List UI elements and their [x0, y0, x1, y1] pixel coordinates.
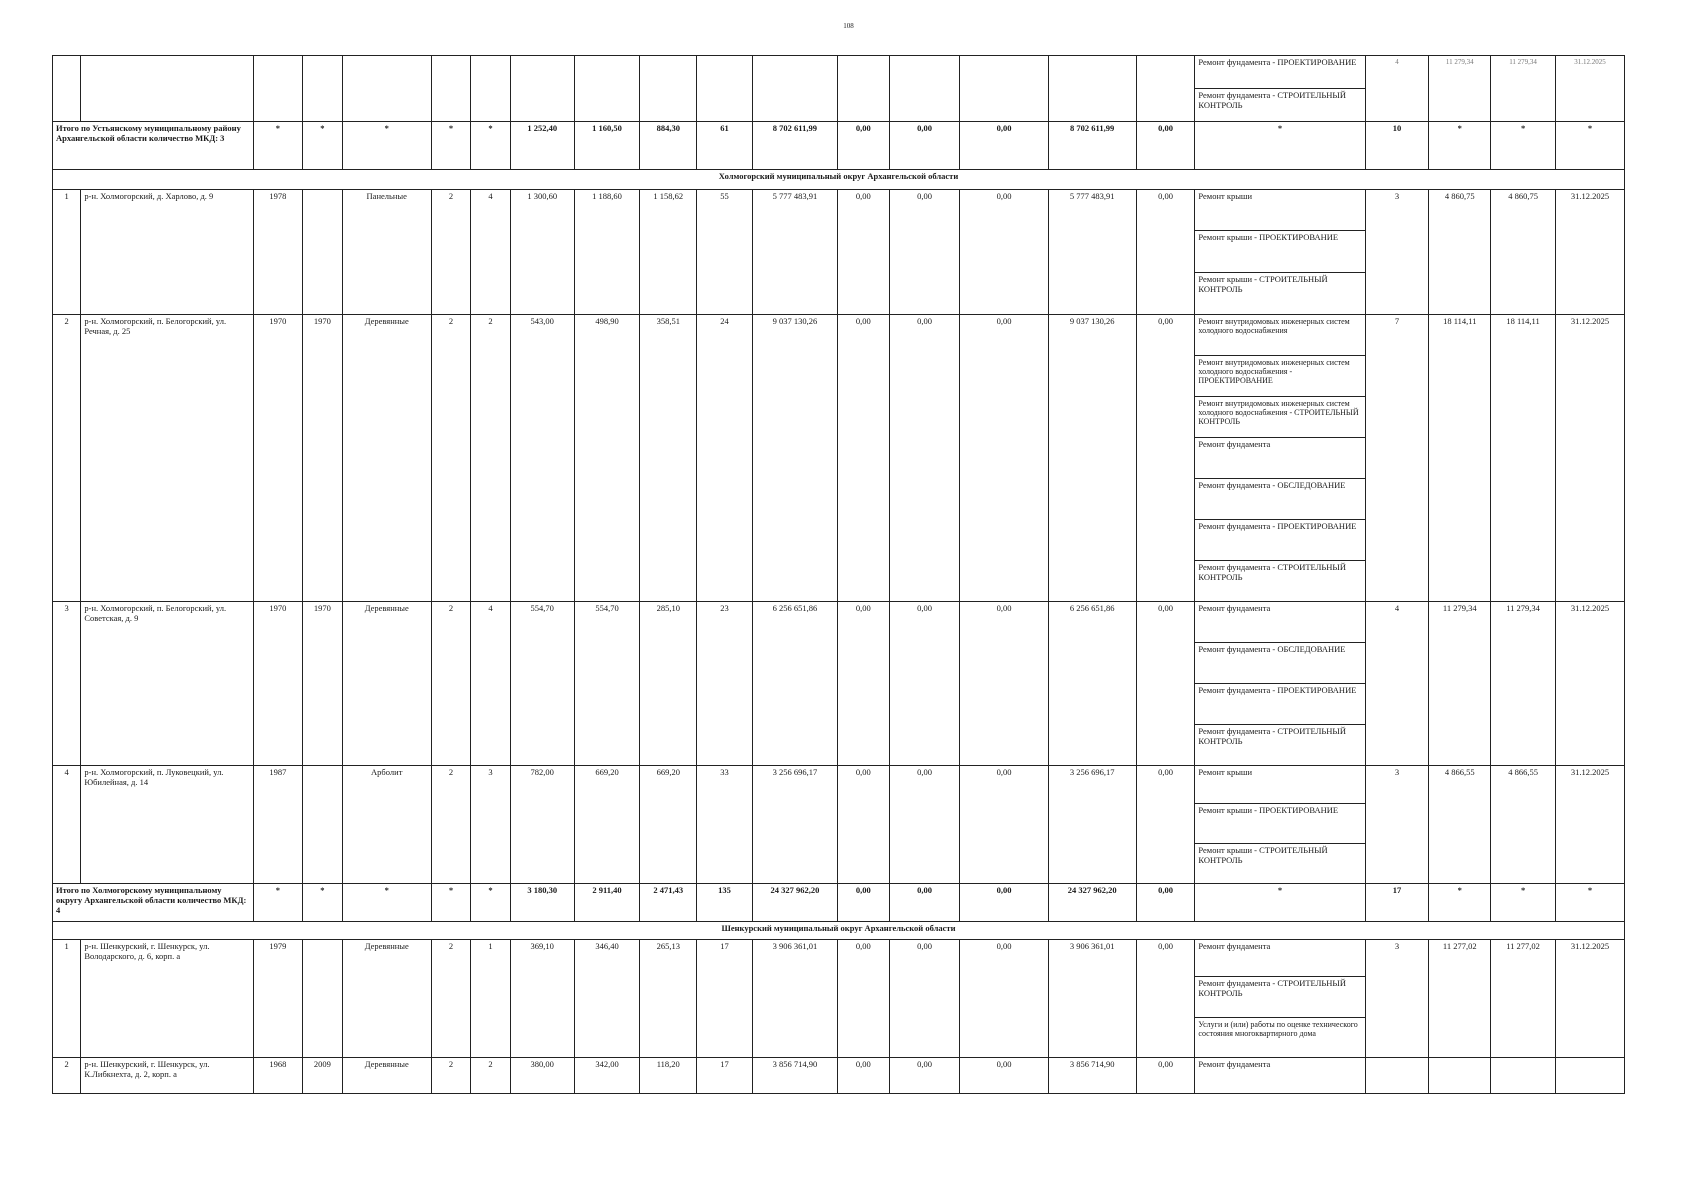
row-number: 4: [53, 766, 81, 884]
cell: [574, 56, 640, 122]
cell: [471, 56, 511, 122]
work-type: Ремонт фундамента - ПРОЕКТИРОВАНИЕ: [1195, 56, 1365, 89]
region-header-row: [53, 170, 1625, 190]
wall-material: Деревянные: [342, 1058, 431, 1094]
star: *: [1195, 122, 1365, 170]
area-total: 3 180,30: [510, 884, 574, 922]
fund-other: 0,00: [1136, 190, 1195, 315]
page-number: 108: [843, 22, 854, 30]
cell: [837, 56, 889, 122]
fund-other: 0,00: [1136, 766, 1195, 884]
fund-regional: 0,00: [889, 602, 960, 766]
star: *: [1491, 122, 1556, 170]
fund-owners: 5 777 483,91: [1048, 190, 1136, 315]
address: р-н. Холмогорский, п. Белогорский, ул. Речная, д. 25: [81, 315, 253, 602]
cost-total: 8 702 611,99: [752, 122, 837, 170]
area-premises: 346,40: [574, 940, 640, 1058]
fund-other: 0,00: [1136, 884, 1195, 922]
work-type: Ремонт крыши - СТРОИТЕЛЬНЫЙ КОНТРОЛЬ: [1195, 844, 1365, 884]
fund-other: 0,00: [1136, 940, 1195, 1058]
floors: 2: [431, 190, 471, 315]
work-count: 4: [1365, 602, 1429, 766]
work-type: Ремонт фундамента: [1195, 940, 1365, 977]
fund-federal: 0,00: [837, 766, 889, 884]
cell: [510, 56, 574, 122]
region-header-row: [53, 922, 1625, 940]
wall-material: Деревянные: [342, 602, 431, 766]
area-total: 543,00: [510, 315, 574, 602]
year-repair: 1970: [303, 315, 343, 602]
cost-per-m2: 11 279,34: [1429, 56, 1491, 122]
area-premises: 2 911,40: [574, 884, 640, 922]
work-type: Ремонт крыши - ПРОЕКТИРОВАНИЕ: [1195, 231, 1365, 273]
fund-federal: 0,00: [837, 315, 889, 602]
fund-federal: 0,00: [837, 602, 889, 766]
cost-total: 5 777 483,91: [752, 190, 837, 315]
entrances: 2: [471, 315, 511, 602]
wall-material: Деревянные: [342, 315, 431, 602]
wall-material: Панельные: [342, 190, 431, 315]
cell: [960, 56, 1048, 122]
fund-other: 0,00: [1136, 122, 1195, 170]
area-total: 380,00: [510, 1058, 574, 1094]
deadline: 31.12.2025: [1555, 315, 1624, 602]
area-living: 2 471,43: [640, 884, 697, 922]
work-type: Ремонт внутридомовых инженерных систем холодного водоснабжения: [1195, 315, 1365, 356]
region-title: Холмогорский муниципальный округ Архангельской области: [53, 170, 1625, 190]
area-living: 285,10: [640, 602, 697, 766]
total-row-ustyansky: [53, 122, 1625, 170]
area-premises: 554,70: [574, 602, 640, 766]
cell: [1136, 56, 1195, 122]
cost-total: 3 906 361,01: [752, 940, 837, 1058]
work-type: Ремонт фундамента - СТРОИТЕЛЬНЫЙ КОНТРОЛЬ: [1195, 725, 1365, 766]
area-living: 358,51: [640, 315, 697, 602]
area-living: 118,20: [640, 1058, 697, 1094]
fund-federal: 0,00: [837, 122, 889, 170]
star: *: [1195, 884, 1365, 922]
star: *: [342, 122, 431, 170]
year-built: 1978: [253, 190, 303, 315]
table-row: [53, 602, 1625, 643]
fund-federal: 0,00: [837, 940, 889, 1058]
floors: 2: [431, 940, 471, 1058]
fund-other: 0,00: [1136, 1058, 1195, 1094]
cost-per-m2: 11 279,34: [1429, 602, 1491, 766]
area-premises: 498,90: [574, 315, 640, 602]
entrances: 2: [471, 1058, 511, 1094]
star: *: [1429, 122, 1491, 170]
fund-federal: 0,00: [837, 1058, 889, 1094]
limit-per-m2: 18 114,11: [1491, 315, 1556, 602]
work-type: Ремонт крыши - СТРОИТЕЛЬНЫЙ КОНТРОЛЬ: [1195, 273, 1365, 315]
cell: [303, 56, 343, 122]
star: *: [471, 884, 511, 922]
year-built: 1987: [253, 766, 303, 884]
row-number: 2: [53, 315, 81, 602]
fund-owners: 3 906 361,01: [1048, 940, 1136, 1058]
total-row-kholmogorsky: [53, 884, 1625, 922]
fund-other: 0,00: [1136, 315, 1195, 602]
deadline: 31.12.2025: [1555, 602, 1624, 766]
fund-local: 0,00: [960, 884, 1048, 922]
repair-program-table: [52, 55, 1625, 1094]
star: *: [253, 122, 303, 170]
work-type: Ремонт фундамента - ПРОЕКТИРОВАНИЕ: [1195, 684, 1365, 725]
cost-total: 3 256 696,17: [752, 766, 837, 884]
fund-owners: 3 856 714,90: [1048, 1058, 1136, 1094]
year-repair: 2009: [303, 1058, 343, 1094]
fund-regional: 0,00: [889, 190, 960, 315]
area-premises: 1 160,50: [574, 122, 640, 170]
residents: 135: [697, 884, 753, 922]
area-total: 1 300,60: [510, 190, 574, 315]
address: р-н. Шенкурский, г. Шенкурск, ул. К.Либкнехта, д. 2, корп. а: [81, 1058, 253, 1094]
address: р-н. Холмогорский, п. Белогорский, ул. Советская, д. 9: [81, 602, 253, 766]
fund-owners: 3 256 696,17: [1048, 766, 1136, 884]
cell: [697, 56, 753, 122]
cell: [1048, 56, 1136, 122]
deadline: 31.12.2025: [1555, 766, 1624, 884]
residents: 55: [697, 190, 753, 315]
wall-material: Арболит: [342, 766, 431, 884]
year-built: 1979: [253, 940, 303, 1058]
fund-owners: 8 702 611,99: [1048, 122, 1136, 170]
fund-federal: 0,00: [837, 190, 889, 315]
entrances: 4: [471, 190, 511, 315]
year-repair: 1970: [303, 602, 343, 766]
cell: [889, 56, 960, 122]
address: р-н. Холмогорский, д. Харлово, д. 9: [81, 190, 253, 315]
region-title: Шенкурский муниципальный округ Архангельской области: [53, 922, 1625, 940]
entrances: 4: [471, 602, 511, 766]
total-label: Итого по Холмогорскому муниципальному округу Архангельской области количество МКД: 4: [53, 884, 254, 922]
area-total: 1 252,40: [510, 122, 574, 170]
work-count: 4: [1365, 56, 1429, 122]
limit-per-m2: 4 860,75: [1491, 190, 1556, 315]
residents: 17: [697, 1058, 753, 1094]
work-count: 3: [1365, 940, 1429, 1058]
limit-per-m2: 11 279,34: [1491, 602, 1556, 766]
row-number: 2: [53, 1058, 81, 1094]
cost-per-m2: 11 277,02: [1429, 940, 1491, 1058]
residents: 17: [697, 940, 753, 1058]
work-type: Ремонт фундамента - ОБСЛЕДОВАНИЕ: [1195, 479, 1365, 520]
row-number: 3: [53, 602, 81, 766]
limit-per-m2: 11 277,02: [1491, 940, 1556, 1058]
work-type: Ремонт фундамента: [1195, 438, 1365, 479]
work-type: Ремонт фундамента - СТРОИТЕЛЬНЫЙ КОНТРОЛЬ: [1195, 561, 1365, 602]
area-premises: 669,20: [574, 766, 640, 884]
fund-regional: 0,00: [889, 940, 960, 1058]
wall-material: Деревянные: [342, 940, 431, 1058]
floors: 2: [431, 602, 471, 766]
star: *: [1555, 122, 1624, 170]
cost-total: 6 256 651,86: [752, 602, 837, 766]
limit-per-m2: 4 866,55: [1491, 766, 1556, 884]
cell: [1429, 1058, 1491, 1094]
star: *: [1555, 884, 1624, 922]
star: *: [1491, 884, 1556, 922]
fund-owners: 24 327 962,20: [1048, 884, 1136, 922]
area-total: 782,00: [510, 766, 574, 884]
work-type: Ремонт фундамента - СТРОИТЕЛЬНЫЙ КОНТРОЛЬ: [1195, 89, 1365, 122]
fund-regional: 0,00: [889, 122, 960, 170]
cost-per-m2: 18 114,11: [1429, 315, 1491, 602]
deadline: 31.12.2025: [1555, 190, 1624, 315]
area-living: 669,20: [640, 766, 697, 884]
cost-total: 9 037 130,26: [752, 315, 837, 602]
fund-regional: 0,00: [889, 766, 960, 884]
year-built: 1970: [253, 315, 303, 602]
cost-per-m2: 4 860,75: [1429, 190, 1491, 315]
fund-owners: 9 037 130,26: [1048, 315, 1136, 602]
area-premises: 342,00: [574, 1058, 640, 1094]
table-row: [53, 190, 1625, 231]
row-number: 1: [53, 190, 81, 315]
cell: [1365, 1058, 1429, 1094]
work-count: 17: [1365, 884, 1429, 922]
fund-local: 0,00: [960, 766, 1048, 884]
floors: 2: [431, 315, 471, 602]
year-built: 1968: [253, 1058, 303, 1094]
work-count: 3: [1365, 190, 1429, 315]
cost-total: 24 327 962,20: [752, 884, 837, 922]
table-row: [53, 315, 1625, 356]
work-type: Ремонт внутридомовых инженерных систем холодного водоснабжения - СТРОИТЕЛЬНЫЙ КОНТРОЛЬ: [1195, 397, 1365, 438]
deadline: 31.12.2025: [1555, 940, 1624, 1058]
year-repair: [303, 766, 343, 884]
cell: [53, 56, 81, 122]
row-number: 1: [53, 940, 81, 1058]
area-total: 369,10: [510, 940, 574, 1058]
work-type: Ремонт крыши - ПРОЕКТИРОВАНИЕ: [1195, 804, 1365, 844]
residents: 23: [697, 602, 753, 766]
work-type: Ремонт фундамента: [1195, 1058, 1365, 1094]
cost-per-m2: 4 866,55: [1429, 766, 1491, 884]
cell: [752, 56, 837, 122]
address: р-н. Холмогорский, п. Луковецкий, ул. Юбилейная, д. 14: [81, 766, 253, 884]
fund-local: 0,00: [960, 940, 1048, 1058]
cell: [1555, 1058, 1624, 1094]
cell: [81, 56, 253, 122]
residents: 61: [697, 122, 753, 170]
limit-per-m2: 11 279,34: [1491, 56, 1556, 122]
entrances: 3: [471, 766, 511, 884]
area-living: 1 158,62: [640, 190, 697, 315]
residents: 33: [697, 766, 753, 884]
fund-local: 0,00: [960, 190, 1048, 315]
cost-total: 3 856 714,90: [752, 1058, 837, 1094]
star: *: [471, 122, 511, 170]
star: *: [431, 122, 471, 170]
fund-federal: 0,00: [837, 884, 889, 922]
area-premises: 1 188,60: [574, 190, 640, 315]
table-row: [53, 766, 1625, 804]
address: р-н. Шенкурский, г. Шенкурск, ул. Володарского, д. 6, корп. а: [81, 940, 253, 1058]
fund-other: 0,00: [1136, 602, 1195, 766]
year-repair: [303, 190, 343, 315]
work-count: 10: [1365, 122, 1429, 170]
fund-regional: 0,00: [889, 884, 960, 922]
fund-local: 0,00: [960, 122, 1048, 170]
star: *: [1429, 884, 1491, 922]
cell: [342, 56, 431, 122]
fund-local: 0,00: [960, 315, 1048, 602]
star: *: [253, 884, 303, 922]
entrances: 1: [471, 940, 511, 1058]
star: *: [342, 884, 431, 922]
fund-local: 0,00: [960, 1058, 1048, 1094]
table-row: [53, 56, 1625, 89]
fund-owners: 6 256 651,86: [1048, 602, 1136, 766]
residents: 24: [697, 315, 753, 602]
work-type: Ремонт внутридомовых инженерных систем холодного водоснабжения - ПРОЕКТИРОВАНИЕ: [1195, 356, 1365, 397]
cell: [640, 56, 697, 122]
work-type: Ремонт фундамента - ОБСЛЕДОВАНИЕ: [1195, 643, 1365, 684]
area-living: 884,30: [640, 122, 697, 170]
work-type: Ремонт фундамента - СТРОИТЕЛЬНЫЙ КОНТРОЛЬ: [1195, 977, 1365, 1018]
floors: 2: [431, 1058, 471, 1094]
work-count: 7: [1365, 315, 1429, 602]
cell: [253, 56, 303, 122]
cell: [1491, 1058, 1556, 1094]
year-built: 1970: [253, 602, 303, 766]
area-living: 265,13: [640, 940, 697, 1058]
work-type: Ремонт крыши: [1195, 766, 1365, 804]
area-total: 554,70: [510, 602, 574, 766]
work-type: Услуги и (или) работы по оценке технического состояния многоквартирного дома: [1195, 1018, 1365, 1058]
fund-local: 0,00: [960, 602, 1048, 766]
star: *: [303, 884, 343, 922]
star: *: [431, 884, 471, 922]
table-row: [53, 1058, 1625, 1094]
fund-regional: 0,00: [889, 1058, 960, 1094]
work-type: Ремонт фундамента - ПРОЕКТИРОВАНИЕ: [1195, 520, 1365, 561]
work-type: Ремонт крыши: [1195, 190, 1365, 231]
total-label: Итого по Устьянскому муниципальному району Архангельской области количество МКД: 3: [53, 122, 254, 170]
deadline: 31.12.2025: [1555, 56, 1624, 122]
year-repair: [303, 940, 343, 1058]
work-type: Ремонт фундамента: [1195, 602, 1365, 643]
work-count: 3: [1365, 766, 1429, 884]
cell: [431, 56, 471, 122]
floors: 2: [431, 766, 471, 884]
star: *: [303, 122, 343, 170]
table-row: [53, 940, 1625, 977]
fund-regional: 0,00: [889, 315, 960, 602]
